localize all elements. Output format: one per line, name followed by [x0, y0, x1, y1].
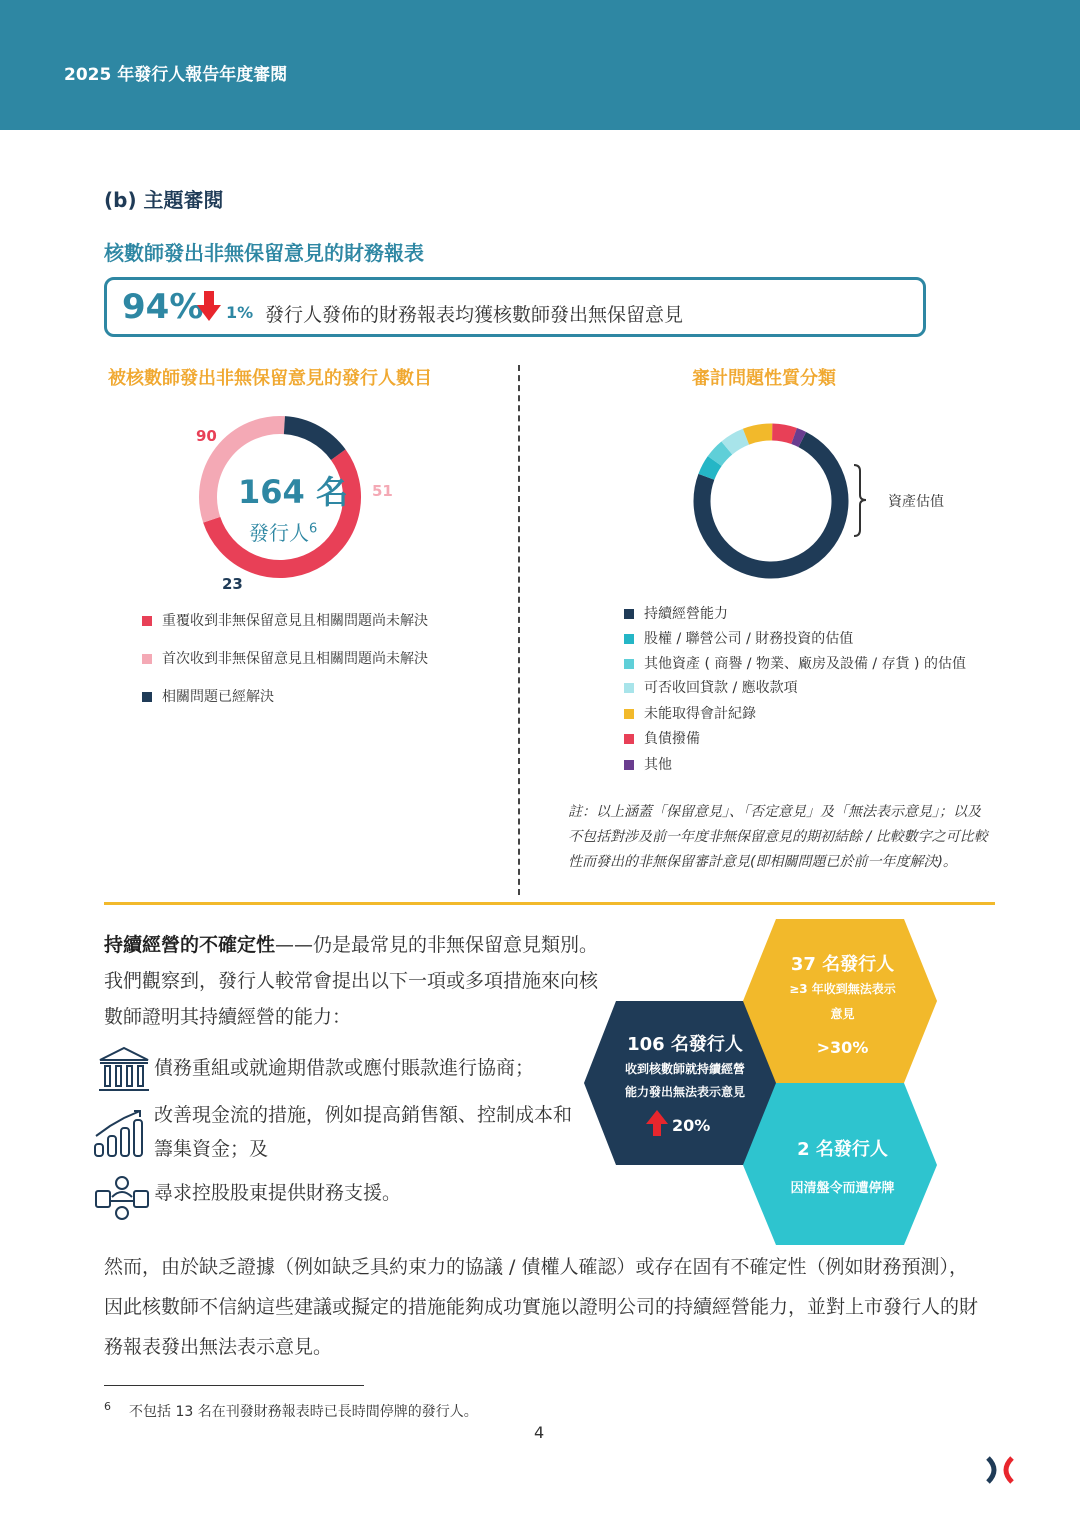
right-chart-title: 審計問題性質分類 — [692, 368, 836, 389]
legend-label: 相關問題已經解決 — [162, 689, 274, 705]
sub-heading: 核數師發出非無保留意見的財務報表 — [104, 241, 424, 265]
teal-hexagon — [743, 1083, 937, 1245]
yellow-hex-line2: 意見 — [830, 1007, 855, 1021]
legend-label: 股權 / 聯營公司 / 財務投資的估值 — [644, 631, 854, 647]
yellow-hex-title: 37 名發行人 — [790, 954, 895, 975]
legend-item-accounting-records — [624, 703, 756, 723]
left-chart-title: 被核數師發出非無保留意見的發行人數目 — [108, 368, 432, 389]
yellow-hex-stat: >30% — [816, 1038, 869, 1057]
slice-others — [794, 436, 802, 440]
page-number: 4 — [534, 1423, 545, 1442]
legend-label: 其他資產 ( 商譽 / 物業、廠房及設備 / 存貨 ) 的估值 — [644, 656, 966, 672]
legend-item-going-concern — [624, 603, 728, 623]
legend-label: 首次收到非無保留意見且相關問題尚未解決 — [162, 651, 428, 667]
slice-provisions — [772, 432, 794, 436]
legend-item-provisions — [624, 728, 700, 748]
footnote-ref: 6 — [309, 521, 318, 537]
bank-icon — [96, 1045, 152, 1095]
legend-item-repeat — [142, 610, 428, 630]
legend-swatch — [624, 709, 634, 719]
footnote-rule — [104, 1385, 364, 1386]
slice-other-assets — [715, 448, 727, 461]
slice-resolved — [284, 425, 338, 455]
highlight-text: 發行人發佈的財務報表均獲核數師發出無保留意見 — [265, 304, 684, 326]
navy-hex-line2: 能力發出無法表示意見 — [624, 1085, 745, 1099]
teal-hex-line1: 因清盤令而遭停牌 — [790, 1181, 895, 1196]
slice-equity-valuation — [706, 461, 714, 477]
down-arrow-icon — [196, 289, 222, 323]
footnote-text: 不包括 13 名在刊發財務報表時已長時間停牌的發行人。 — [129, 1404, 478, 1420]
highlight-change: 1% — [226, 303, 254, 322]
legend-swatch — [142, 692, 152, 702]
going-concern-bold: 持續經營的不確定性 — [104, 934, 276, 956]
legend-item-resolved — [142, 686, 274, 706]
legend-item-others — [624, 754, 672, 774]
legend-label: 未能取得會計紀錄 — [644, 706, 756, 722]
yellow-hexagon — [743, 919, 937, 1083]
slice-receivables — [727, 437, 746, 448]
bullet-cash-flow: 改善現金流的措施，例如提高銷售額、控制成本和籌集資金；及 — [154, 1104, 573, 1160]
legend-item-receivables — [624, 677, 798, 697]
growth-chart-icon — [92, 1108, 148, 1158]
legend-swatch — [142, 616, 152, 626]
footnote-number: 6 — [104, 1400, 111, 1413]
donut-center-label: 發行人$^6$ — [249, 521, 318, 545]
audit-issues-donut-chart — [690, 420, 852, 582]
bracket-icon — [852, 463, 868, 538]
donut-center-number: 164 名 — [238, 473, 348, 511]
section-divider — [104, 902, 995, 905]
data-label-first: 51 — [372, 482, 393, 500]
vertical-divider — [518, 365, 520, 895]
navy-hex-line1: 收到核數師就持續經營 — [624, 1062, 745, 1076]
legend-label: 重覆收到非無保留意見且相關問題尚未解決 — [162, 613, 428, 629]
legend-label: 可否收回貸款 / 應收款項 — [644, 680, 798, 696]
highlight-percent: 94% — [122, 287, 204, 327]
bullet-debt-restructuring: 債務重組或就逾期借款或應付賬款進行協商； — [154, 1057, 535, 1079]
legend-label: 負債撥備 — [644, 731, 700, 747]
going-concern-text: ——仍是最常見的非無保留意見類別。我們觀察到，發行人較常會提出以下一項或多項措施來向核數師證明其持續經營的能力： — [104, 934, 599, 1028]
slice-accounting-records — [746, 432, 772, 437]
section-heading: (b) 主題審閱 — [104, 188, 224, 212]
yellow-hex-line1: ≥3 年收到無法表示 — [789, 982, 896, 996]
legend-label: 其他 — [644, 757, 672, 773]
legend-swatch — [624, 634, 634, 644]
legend-item-first — [142, 648, 428, 668]
legend-swatch — [624, 609, 634, 619]
legend-swatch — [142, 654, 152, 664]
asset-valuation-label: 資產估值 — [888, 494, 944, 510]
legend-swatch — [624, 683, 634, 693]
legend-swatch — [624, 659, 634, 669]
data-label-repeat: 90 — [196, 427, 217, 445]
shareholder-support-icon — [94, 1173, 150, 1223]
legend-swatch — [624, 734, 634, 744]
legend-item-equity-valuation — [624, 628, 853, 648]
report-title: 2025 年發行人報告年度審閱 — [64, 65, 288, 85]
going-concern-intro — [104, 927, 604, 1035]
bullet-shareholder-support: 尋求控股股東提供財務支援。 — [154, 1182, 402, 1204]
teal-hex-title: 2 名發行人 — [797, 1139, 888, 1160]
legend-label: 持續經營能力 — [644, 606, 728, 622]
navy-hex-stat: 20% — [672, 1116, 711, 1135]
legend-item-other-assets — [624, 653, 966, 673]
data-label-resolved: 23 — [222, 575, 243, 593]
closing-paragraph: 然而，由於缺乏證據（例如缺乏具約束力的協議 / 債權人確認）或存在固有不確定性（例如財務預測），因此核數師不信納這些建議或擬定的措施能夠成功實施以證明公司的持續經營能力，並對上市發行人的財務報表發出無法表示意見。 — [104, 1256, 979, 1358]
legend-swatch — [624, 760, 634, 770]
chart-note: 註：以上涵蓋「保留意見」、「否定意見」及「無法表示意見」；以及不包括對涉及前一年度非無保留意見的期初結餘 / 比較數字之可比較性而發出的非無保留審計意見(即相關問題已於前一年度解決)。 — [568, 804, 988, 870]
navy-hex-title: 106 名發行人 — [627, 1034, 743, 1055]
hkex-logo — [985, 1455, 1015, 1485]
